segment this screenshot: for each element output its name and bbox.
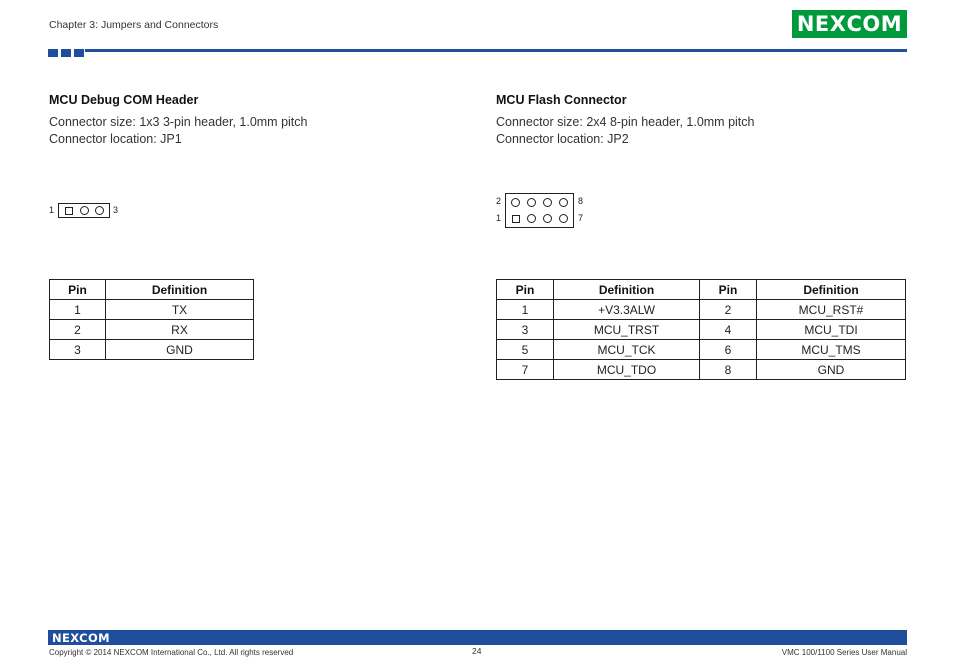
page-number: 24 — [472, 646, 482, 656]
jp1-pin-label-1: 1 — [49, 205, 55, 215]
jp2-pin-circle — [511, 198, 520, 207]
table-row — [497, 340, 906, 360]
connector-location-jp2: Connector location: JP2 — [496, 132, 629, 146]
jp1-pin-circle — [95, 206, 104, 215]
section-title-debug-com: MCU Debug COM Header — [49, 93, 199, 107]
connector-location-jp1: Connector location: JP1 — [49, 132, 182, 146]
jp1-pin-table — [49, 279, 254, 360]
logo-post: COM — [846, 12, 903, 36]
footer-manual-title: VMC 100/1100 Series User Manual — [781, 648, 907, 657]
table-row — [497, 300, 906, 320]
definition-cell: MCU_TCK — [554, 340, 700, 360]
logo-pre: NE — [796, 12, 830, 36]
table-row — [497, 320, 906, 340]
pin-cell: 6 — [700, 340, 757, 360]
pin-cell: 7 — [497, 360, 554, 380]
footer-copyright: Copyright © 2014 NEXCOM International Co., Ltd. All rights reserved — [49, 648, 294, 657]
pin-cell: 8 — [700, 360, 757, 380]
definition-cell: GND — [106, 340, 254, 360]
connector-size-jp2: Connector size: 2x4 8-pin header, 1.0mm pitch — [496, 115, 755, 129]
definition-cell: RX — [106, 320, 254, 340]
table-row — [50, 300, 254, 320]
chapter-title: Chapter 3: Jumpers and Connectors — [49, 19, 219, 31]
jp1-pin-circle — [80, 206, 89, 215]
col-header-definition: Definition — [106, 280, 254, 300]
pin-cell: 3 — [497, 320, 554, 340]
col-header-definition: Definition — [757, 280, 906, 300]
definition-cell: MCU_TRST — [554, 320, 700, 340]
jp2-pin-label-8: 8 — [578, 196, 584, 206]
jp2-pin-table — [496, 279, 906, 380]
col-header-pin: Pin — [50, 280, 106, 300]
jp2-pin-circle — [559, 198, 568, 207]
table-header-row — [50, 280, 254, 300]
header-squares — [48, 49, 84, 57]
definition-cell: GND — [757, 360, 906, 380]
definition-cell: MCU_TDO — [554, 360, 700, 380]
jp2-pin-circle — [543, 214, 552, 223]
jp2-pin-circle — [527, 198, 536, 207]
jp2-pin-label-2: 2 — [496, 196, 502, 206]
table-row — [50, 340, 254, 360]
connector-size-jp1: Connector size: 1x3 3-pin header, 1.0mm pitch — [49, 115, 308, 129]
footer-logo: NEXCOM — [52, 631, 110, 645]
table-row — [50, 320, 254, 340]
pin-cell: 2 — [700, 300, 757, 320]
pin-cell: 1 — [497, 300, 554, 320]
jp1-pin-square — [65, 207, 73, 215]
col-header-pin: Pin — [700, 280, 757, 300]
definition-cell: MCU_TDI — [757, 320, 906, 340]
table-header-row — [497, 280, 906, 300]
definition-cell: MCU_RST# — [757, 300, 906, 320]
pin-cell: 5 — [497, 340, 554, 360]
pin-cell: 4 — [700, 320, 757, 340]
nexcom-logo — [792, 10, 907, 38]
footer-bar — [48, 630, 907, 645]
logo-x: X — [829, 12, 847, 36]
jp1-pin-label-3: 3 — [113, 205, 119, 215]
jp2-pin-square — [512, 215, 520, 223]
jp2-pin-label-7: 7 — [578, 213, 584, 223]
pin-cell: 1 — [50, 300, 106, 320]
jp2-header-diagram — [505, 193, 574, 228]
pin-cell: 3 — [50, 340, 106, 360]
jp2-pin-circle — [527, 214, 536, 223]
definition-cell: TX — [106, 300, 254, 320]
jp2-pin-label-1: 1 — [496, 213, 502, 223]
table-row — [497, 360, 906, 380]
section-title-flash-connector: MCU Flash Connector — [496, 93, 627, 107]
definition-cell: +V3.3ALW — [554, 300, 700, 320]
header-rule — [85, 49, 907, 52]
col-header-pin: Pin — [497, 280, 554, 300]
col-header-definition: Definition — [554, 280, 700, 300]
jp2-pin-circle — [559, 214, 568, 223]
pin-cell: 2 — [50, 320, 106, 340]
jp2-pin-circle — [543, 198, 552, 207]
jp1-header-diagram — [58, 203, 110, 218]
definition-cell: MCU_TMS — [757, 340, 906, 360]
